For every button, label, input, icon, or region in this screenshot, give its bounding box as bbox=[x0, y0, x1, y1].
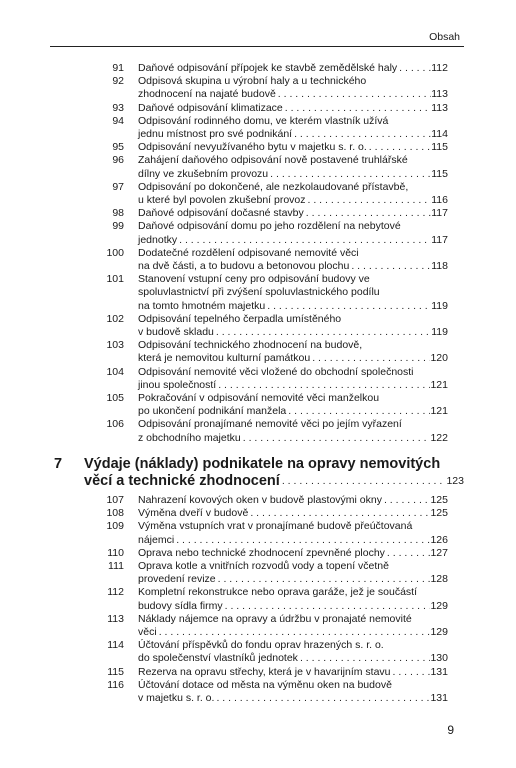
entry-number: 102 bbox=[106, 312, 124, 325]
chapter-title[interactable] bbox=[84, 456, 464, 490]
entry-number: 96 bbox=[112, 154, 124, 167]
dot-leader bbox=[216, 573, 431, 586]
toc-entries-before bbox=[0, 62, 516, 445]
entry-title-line: věci bbox=[138, 626, 157, 639]
entry-title-line: budovy sídla firmy bbox=[138, 599, 223, 612]
toc-entry[interactable] bbox=[0, 154, 516, 180]
entry-title-line: která je nemovitou kulturní památkou bbox=[138, 352, 311, 365]
entry-number: 100 bbox=[106, 246, 124, 259]
dot-leader bbox=[298, 652, 431, 665]
dot-leader bbox=[276, 88, 431, 101]
entry-title bbox=[138, 366, 448, 392]
entry-number: 109 bbox=[106, 520, 124, 533]
entry-page: 125 bbox=[430, 494, 448, 506]
toc-entry[interactable] bbox=[0, 339, 516, 365]
entry-page: 114 bbox=[431, 128, 448, 141]
entry-title-line: Kompletní rekonstrukce nebo oprava garáže, jež je součástí bbox=[138, 586, 417, 599]
entry-number: 108 bbox=[106, 507, 124, 520]
entry-title-line: zhodnocení na najaté budově bbox=[138, 88, 276, 101]
entry-page: 118 bbox=[431, 260, 448, 273]
entry-number: 97 bbox=[112, 180, 124, 193]
chapter-number: 7 bbox=[54, 456, 63, 472]
entry-title-line: Zahájení daňového odpisování nově postavené truhlářské bbox=[138, 154, 408, 167]
toc-entry[interactable] bbox=[0, 520, 516, 546]
toc-entry[interactable] bbox=[0, 366, 516, 392]
entry-number: 101 bbox=[106, 273, 124, 286]
entry-title bbox=[138, 392, 448, 418]
dot-leader bbox=[292, 128, 431, 141]
dot-leader bbox=[280, 473, 447, 490]
entry-title bbox=[138, 613, 448, 639]
dot-leader bbox=[268, 168, 431, 181]
entry-number: 99 bbox=[112, 220, 124, 233]
dot-leader bbox=[214, 692, 430, 705]
dot-leader bbox=[283, 102, 432, 115]
toc-entry[interactable] bbox=[0, 75, 516, 101]
entry-page: 126 bbox=[430, 533, 448, 546]
entry-page: 119 bbox=[431, 299, 448, 312]
entry-number: 103 bbox=[106, 339, 124, 352]
toc-entry[interactable] bbox=[0, 613, 516, 639]
entry-number: 94 bbox=[112, 114, 124, 127]
entry-title-line: v budově skladu bbox=[138, 326, 214, 339]
toc-entry[interactable] bbox=[0, 115, 516, 141]
entry-title-line: Odpisování po dokončené, ale nezkolaudované přístavbě, bbox=[138, 180, 409, 193]
entry-page: 115 bbox=[431, 167, 448, 180]
entry-page: 125 bbox=[430, 507, 448, 520]
entry-number: 110 bbox=[107, 546, 124, 559]
entry-title-line: Odpisová skupina u výrobní haly a u technického bbox=[138, 75, 367, 88]
entry-number: 116 bbox=[107, 678, 124, 691]
entry-title bbox=[138, 247, 448, 273]
entry-title-line: jednu místnost pro své podnikání bbox=[138, 128, 293, 141]
entry-number: 107 bbox=[106, 494, 124, 506]
entry-page: 128 bbox=[430, 573, 448, 586]
entry-title-line: Daňové odpisování domu po jeho rozdělení na nebytové bbox=[138, 220, 401, 233]
entry-title bbox=[138, 679, 448, 705]
entry-number: 92 bbox=[112, 75, 124, 88]
toc-entry[interactable] bbox=[0, 639, 516, 665]
entry-page: 119 bbox=[431, 326, 448, 339]
entry-title bbox=[138, 313, 448, 339]
entry-title-line: jednotky bbox=[138, 233, 178, 246]
dot-leader bbox=[157, 626, 431, 639]
entry-title bbox=[138, 547, 448, 560]
entry-title bbox=[138, 507, 448, 520]
entry-title bbox=[138, 62, 448, 75]
chapter-title-line: Výdaje (náklady) podnikatele na opravy nemovitých bbox=[84, 456, 441, 472]
entry-number: 105 bbox=[106, 392, 124, 405]
dot-leader bbox=[391, 666, 431, 679]
dot-leader bbox=[216, 379, 430, 392]
toc-entry[interactable] bbox=[0, 666, 516, 679]
entry-page: 121 bbox=[430, 405, 448, 418]
entry-page: 113 bbox=[431, 88, 448, 101]
entry-title-line: Náklady nájemce na opravy a údržbu v pronajaté nemovité bbox=[138, 612, 412, 625]
entry-title-line: Odpisování tepelného čerpadla umístěného bbox=[138, 312, 342, 325]
entry-title-line: v majetku s. r. o. bbox=[138, 692, 215, 705]
header-title: Obsah bbox=[429, 31, 460, 43]
entry-title-line: Odpisování technického zhodnocení na budově, bbox=[138, 339, 363, 352]
entry-title-line: po ukončení podnikání manžela bbox=[138, 405, 287, 418]
entry-number: 104 bbox=[106, 365, 124, 378]
entry-title bbox=[138, 666, 448, 679]
entry-page: 131 bbox=[430, 692, 448, 705]
dot-leader bbox=[349, 260, 431, 273]
toc-entry[interactable] bbox=[0, 547, 516, 560]
toc-entry[interactable] bbox=[0, 560, 516, 586]
entry-page: 129 bbox=[430, 599, 448, 612]
entry-title-line: Daňové odpisování dočasné stavby bbox=[138, 207, 304, 220]
dot-leader bbox=[265, 300, 431, 313]
entry-title-line: Odpisování nemovité věci vložené do obchodní společnosti bbox=[138, 365, 414, 378]
entry-title-line: provedení revize bbox=[138, 573, 216, 586]
entry-title-line: Účtování dotace od města na výměnu oken na budově bbox=[138, 678, 392, 691]
entry-page: 116 bbox=[431, 194, 448, 207]
entry-page: 130 bbox=[430, 652, 448, 665]
entry-title bbox=[138, 560, 448, 586]
entry-title-line: Výměna dveří v budově bbox=[138, 507, 249, 520]
entry-title bbox=[138, 273, 448, 313]
toc-entry[interactable] bbox=[0, 586, 516, 612]
entry-title-line: Daňové odpisování klimatizace bbox=[138, 101, 283, 114]
entry-title-line: na dvě části, a to budovu a betonovou plochu bbox=[138, 260, 350, 273]
entry-number: 98 bbox=[112, 207, 124, 220]
toc-entry[interactable] bbox=[0, 207, 516, 220]
entry-title-line: Pokračování v odpisování nemovité věci manželkou bbox=[138, 392, 380, 405]
dot-leader bbox=[223, 600, 431, 613]
entry-title-line: Odpisování nevyužívaného bytu v majetku s. r. o. bbox=[138, 141, 367, 154]
toc-entry[interactable] bbox=[0, 679, 516, 705]
entry-page: 122 bbox=[430, 431, 448, 444]
entry-number: 114 bbox=[107, 639, 124, 652]
dot-leader bbox=[174, 534, 430, 547]
toc-entry[interactable] bbox=[0, 494, 516, 507]
entry-title bbox=[138, 639, 448, 665]
toc-entries-after bbox=[0, 494, 516, 705]
dot-leader bbox=[241, 432, 431, 445]
dot-leader bbox=[248, 507, 430, 520]
toc-entry[interactable] bbox=[0, 247, 516, 273]
entry-number: 91 bbox=[112, 62, 124, 74]
entry-number: 112 bbox=[107, 586, 124, 599]
entry-page: 112 bbox=[431, 62, 448, 74]
entry-title bbox=[138, 115, 448, 141]
dot-leader bbox=[367, 141, 431, 154]
page-number: 9 bbox=[447, 723, 454, 737]
entry-page: 127 bbox=[430, 546, 448, 559]
entry-title bbox=[138, 141, 448, 154]
entry-title bbox=[138, 207, 448, 220]
entry-title bbox=[138, 154, 448, 180]
entry-number: 93 bbox=[112, 101, 124, 114]
dot-leader bbox=[310, 352, 430, 365]
chapter-page: 123 bbox=[446, 475, 464, 487]
entry-title-line: Odpisování rodinného domu, ve kterém vlastník užívá bbox=[138, 114, 389, 127]
entry-page: 115 bbox=[431, 141, 448, 154]
entry-title bbox=[138, 418, 448, 444]
entry-page: 131 bbox=[430, 665, 448, 678]
dot-leader bbox=[382, 494, 431, 507]
entry-title bbox=[138, 520, 448, 546]
entry-title-line: Účtování příspěvků do fondu oprav hrazených s. r. o. bbox=[138, 639, 384, 652]
dot-leader bbox=[306, 194, 432, 207]
entry-title-line: Oprava nebo technické zhodnocení zpevněné plochy bbox=[138, 546, 385, 559]
toc-entry[interactable] bbox=[0, 273, 516, 313]
entry-title bbox=[138, 586, 448, 612]
entry-number: 111 bbox=[108, 560, 124, 573]
chapter-title-line: věcí a technické zhodnocení bbox=[84, 473, 280, 489]
toc-entry[interactable] bbox=[0, 220, 516, 246]
toc-entry[interactable] bbox=[0, 62, 516, 75]
entry-title-line: z obchodního majetku bbox=[138, 431, 241, 444]
entry-title bbox=[138, 339, 448, 365]
entry-page: 120 bbox=[430, 352, 448, 365]
entry-title-line: na tomto hmotném majetku bbox=[138, 299, 266, 312]
entry-title-line: Rezerva na opravu střechy, která je v havarijním stavu bbox=[138, 665, 391, 678]
entry-title-line: Oprava kotle a vnitřních rozvodů vody a topení včetně bbox=[138, 560, 389, 573]
dot-leader bbox=[177, 234, 431, 247]
entry-title-line: Výměna vstupních vrat v pronajímané budově přeúčtovaná bbox=[138, 520, 413, 533]
entry-title-line: spoluvlastnictví při zvýšení spoluvlastnického podílu bbox=[138, 286, 380, 299]
entry-title-line: Daňové odpisování přípojek ke stavbě zemědělské haly bbox=[138, 62, 398, 74]
entry-title-line: jinou společností bbox=[138, 378, 217, 391]
entry-number: 115 bbox=[107, 665, 124, 678]
toc-entry[interactable] bbox=[0, 418, 516, 444]
entry-number: 95 bbox=[112, 141, 124, 154]
entry-page: 121 bbox=[430, 378, 448, 391]
entry-title-line: Odpisování pronajímané nemovité věci po jejím vyřazení bbox=[138, 418, 402, 431]
entry-number: 106 bbox=[106, 418, 124, 431]
entry-title-line: nájemci bbox=[138, 533, 175, 546]
toc-entry[interactable] bbox=[0, 392, 516, 418]
dot-leader bbox=[214, 326, 431, 339]
entry-number: 113 bbox=[107, 612, 124, 625]
toc-entry[interactable] bbox=[0, 141, 516, 154]
entry-title bbox=[138, 181, 448, 207]
entry-title-line: do společenství vlastníků jednotek bbox=[138, 652, 298, 665]
entry-title-line: Nahrazení kovových oken v budově plastovými okny bbox=[138, 494, 382, 506]
dot-leader bbox=[286, 405, 430, 418]
dot-leader bbox=[304, 207, 431, 220]
entry-title-line: u které byl povolen zkušební provoz bbox=[138, 194, 306, 207]
toc-entry[interactable] bbox=[0, 313, 516, 339]
entry-title bbox=[138, 75, 448, 101]
dot-leader bbox=[385, 547, 431, 560]
toc-entry[interactable] bbox=[0, 102, 516, 115]
entry-title-line: Stanovení vstupní ceny pro odpisování budovy ve bbox=[138, 273, 370, 286]
entry-page: 117 bbox=[431, 233, 448, 246]
entry-page: 113 bbox=[431, 101, 448, 114]
dot-leader bbox=[397, 62, 431, 75]
entry-title-line: dílny ve zkušebním provozu bbox=[138, 167, 269, 180]
toc-entry[interactable] bbox=[0, 181, 516, 207]
running-header bbox=[50, 30, 464, 47]
entry-page: 129 bbox=[430, 626, 448, 639]
entry-page: 117 bbox=[431, 207, 448, 220]
entry-title bbox=[138, 102, 448, 115]
entry-title bbox=[138, 494, 448, 507]
entry-title bbox=[138, 220, 448, 246]
toc-entry[interactable] bbox=[0, 507, 516, 520]
entry-title-line: Dodatečné rozdělení odpisované nemovité věci bbox=[138, 246, 359, 259]
